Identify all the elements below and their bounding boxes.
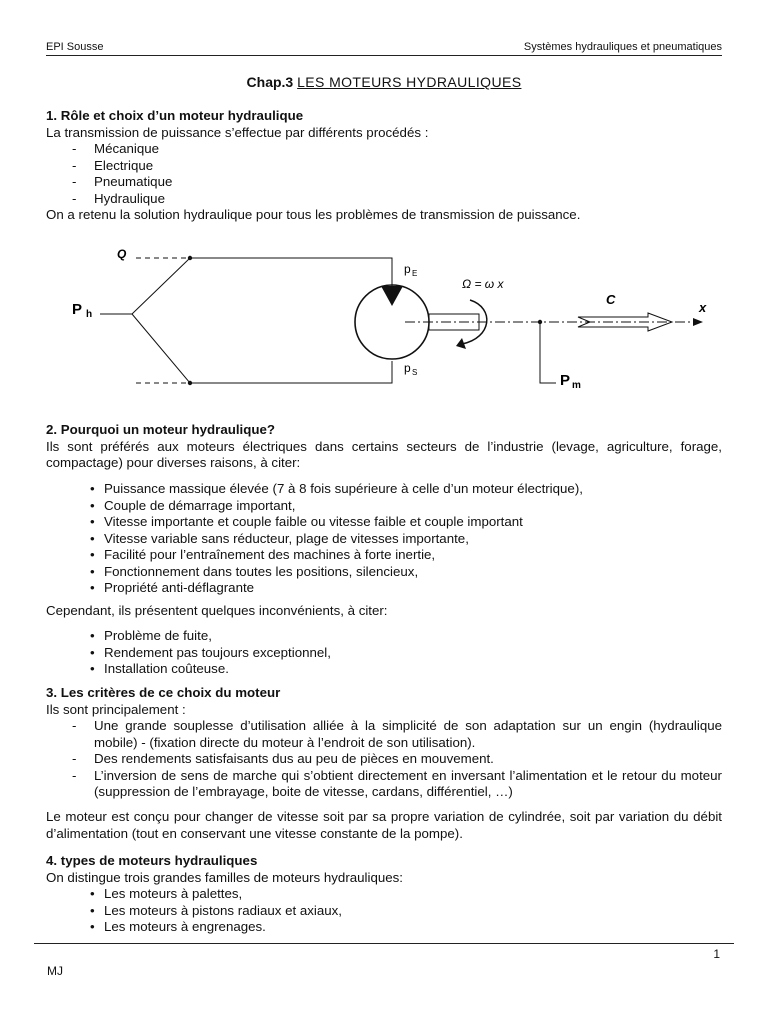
junction-dot-top [188,256,192,260]
label-ps-sub: S [412,368,418,377]
chapter-name: LES MOTEURS HYDRAULIQUES [297,74,522,90]
section-2-heading: 2. Pourquoi un moteur hydraulique? [46,422,276,437]
label-omega: Ω = ω x [462,277,504,291]
list-item: • Rendement pas toujours exceptionnel, [46,645,722,662]
label-ps: p [404,361,411,375]
section-3-intro: Ils sont principalement : [46,701,186,717]
label-pm-sub: m [572,380,581,391]
section-3 [46,685,722,801]
list-item: • Installation coûteuse. [46,661,722,678]
hydraulic-motor-diagram [0,238,768,408]
supply-line-pe [190,258,392,286]
section-1-intro: La transmission de puissance s’effectue par différents procédés : [46,124,429,140]
page-header [46,41,722,55]
section-3-para [46,809,722,842]
chapter-number: Chap.3 [246,74,294,90]
chapter-title [0,74,768,90]
section-2 [46,422,722,472]
section-3-list [46,718,722,801]
section-4-heading: 4. types de moteurs hydrauliques [46,853,258,868]
pm-bracket [540,322,556,383]
list-item: • Couple de démarrage important, [46,498,722,515]
section-2-cons-intro [46,603,722,620]
section-1-heading: 1. Rôle et choix d’un moteur hydraulique [46,108,304,123]
label-ph: P [72,301,83,318]
section-2-intro: Ils sont préférés aux moteurs électriques dans certains secteurs de l’industrie (levage, agriculture, forage, compactage) pour diverses raisons, à citer: [46,438,722,470]
label-pe-sub: E [412,269,418,278]
list-item: • Facilité pour l’entraînement des machines à forte inertie, [46,547,722,564]
header-right: Systèmes hydrauliques et pneumatiques [523,41,722,53]
advantages-list [46,481,722,597]
label-q: Q [117,247,127,261]
section-1-outro: On a retenu la solution hydraulique pour tous les problèmes de transmission de puissance. [46,207,581,222]
section-4 [46,853,722,936]
footer-author: MJ [47,964,63,978]
section-2-cons [46,628,722,678]
list-item: • Les moteurs à engrenages. [46,919,722,936]
page-number: 1 [713,947,720,961]
list-item: • Vitesse variable sans réducteur, plage de vitesses importante, [46,531,722,548]
footer-rule [34,943,734,944]
list-item: • Propriété anti-déflagrante [46,580,722,597]
cons-list [46,628,722,678]
motor-inlet-triangle [381,286,403,306]
section-2-advantages [46,481,722,597]
label-pe: p [404,262,411,276]
cons-intro: Cependant, ils présentent quelques inconvénients, à citer: [46,603,388,618]
section-4-intro: On distingue trois grandes familles de moteurs hydrauliques: [46,869,403,885]
list-item: • Fonctionnement dans toutes les positions, silencieux, [46,564,722,581]
list-item: - Des rendements satisfaisants dus au peu de pièces en mouvement. [46,751,722,768]
list-item: - Hydraulique [46,191,722,208]
list-item: • Les moteurs à pistons radiaux et axiaux, [46,903,722,920]
junction-dot-pm [538,320,542,324]
return-line-ps [190,361,392,383]
label-x: x [699,300,707,315]
header-rule [46,55,722,56]
list-item: - Electrique [46,158,722,175]
section-1-list [46,141,722,207]
list-item: - L’inversion de sens de marche qui s’obtient directement en inversant l’alimentation et le retour du moteur (suppression de l’embrayage, boite de vitesse, cardans, différentiel, …) [46,768,722,801]
section-1 [46,108,722,224]
list-item: - Mécanique [46,141,722,158]
section-4-list [46,886,722,936]
list-item: • Vitesse importante et couple faible ou vitesse faible et couple important [46,514,722,531]
junction-dot-bottom [188,381,192,385]
axis-arrow-head [693,318,703,326]
branch-bottom [132,314,190,383]
section-3-heading: 3. Les critères de ce choix du moteur [46,685,281,700]
branch-top [132,258,190,314]
label-c: C [606,292,616,307]
list-item: - Une grande souplesse d’utilisation alliée à la simplicité de son adaptation sur un engin (hydraulique mobile) - (fixation directe du moteur à l’endroit de son utilisation). [46,718,722,751]
list-item: • Les moteurs à palettes, [46,886,722,903]
section-3-paragraph: Le moteur est conçu pour changer de vitesse soit par sa propre variation de cylindrée, soit par variation du débit d’alimentation (tout en conservant une vitesse constante de la pompe). [46,809,722,841]
list-item: - Pneumatique [46,174,722,191]
list-item: • Problème de fuite, [46,628,722,645]
header-left: EPI Sousse [46,41,104,53]
label-ph-sub: h [86,309,93,320]
list-item: • Puissance massique élevée (7 à 8 fois supérieure à celle d’un moteur électrique), [46,481,722,498]
label-pm: P [560,372,571,389]
